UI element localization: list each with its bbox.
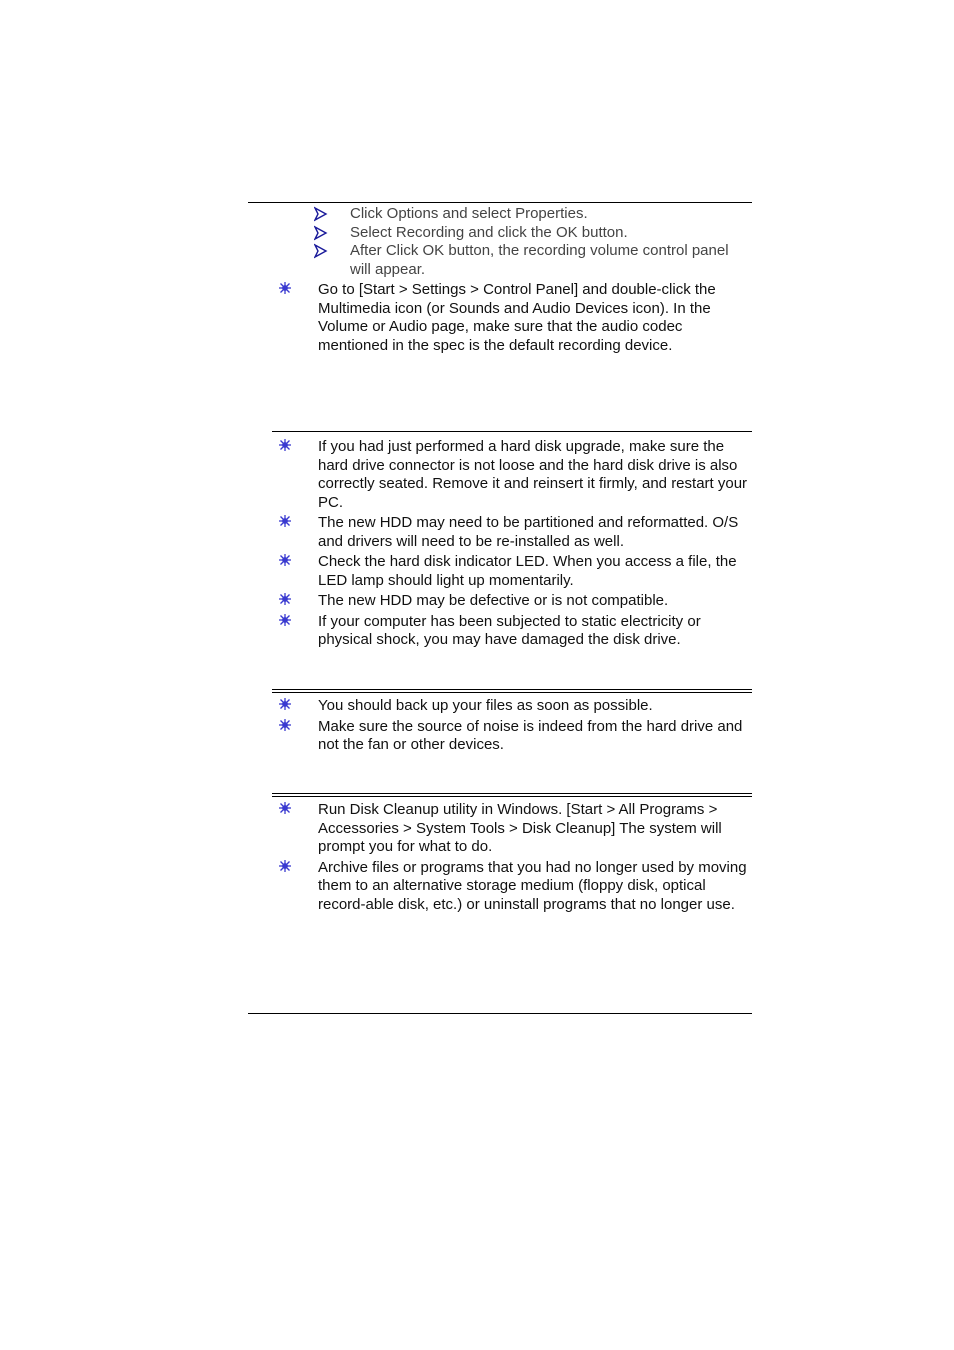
sub-step-text: After Click OK button, the recording volume control panel will appear. bbox=[350, 242, 729, 278]
noise-item-text: You should back up your files as soon as possible. bbox=[318, 697, 653, 714]
list-item bbox=[278, 697, 752, 716]
star-bullet-icon bbox=[278, 801, 292, 815]
list-item bbox=[278, 205, 752, 224]
audio-item-text: Go to [Start > Settings > Control Panel] and double-click the Multimedia icon (or Sounds and Audio Devices icon). In the Volume or Audio page, make sure that the audio codec mentioned in the spec is the default recording device. bbox=[318, 281, 716, 354]
star-bullet-icon bbox=[278, 613, 292, 627]
list-item bbox=[278, 224, 752, 243]
list-item bbox=[278, 438, 752, 512]
star-bullet-icon bbox=[278, 718, 292, 732]
section-rule-space bbox=[272, 793, 752, 797]
noise-item-text: Make sure the source of noise is indeed from the hard drive and not the fan or other devices. bbox=[318, 717, 743, 753]
header-rule bbox=[248, 202, 752, 203]
list-item bbox=[278, 613, 752, 650]
section-rule-hdd bbox=[272, 431, 752, 432]
space-list bbox=[278, 801, 752, 916]
star-bullet-icon bbox=[278, 553, 292, 567]
section-rule-noise bbox=[272, 689, 752, 693]
audio-list bbox=[278, 281, 752, 357]
arrow-bullet-icon bbox=[314, 224, 328, 242]
hdd-item-text: If your computer has been subjected to static electricity or physical shock, you may have damaged the disk drive. bbox=[318, 612, 701, 648]
star-bullet-icon bbox=[278, 514, 292, 528]
star-bullet-icon bbox=[278, 697, 292, 711]
hdd-item-text: Check the hard disk indicator LED. When you access a file, the LED lamp should light up momentarily. bbox=[318, 553, 737, 589]
sub-steps-list bbox=[278, 205, 752, 279]
hdd-item-text: The new HDD may be defective or is not compatible. bbox=[318, 592, 669, 609]
list-item bbox=[278, 553, 752, 590]
hdd-list bbox=[278, 438, 752, 652]
hdd-item-text: The new HDD may need to be partitioned and reformatted. O/S and drivers will need to be re-installed as well. bbox=[318, 514, 739, 550]
list-item bbox=[278, 718, 752, 755]
sub-step-text: Click Options and select Properties. bbox=[350, 205, 588, 222]
noise-list bbox=[278, 697, 752, 757]
list-item bbox=[278, 514, 752, 551]
hdd-item-text: If you had just performed a hard disk upgrade, make sure the hard drive connector is not loose and the hard disk drive is also correctly seated. Remove it and reinsert it firmly, and restart your PC. bbox=[318, 438, 748, 511]
space-item-text: Archive files or programs that you had no longer used by moving them to an alternative storage medium (floppy disk, optical record-able disk, etc.) or uninstall programs that no longer use. bbox=[318, 858, 747, 913]
star-bullet-icon bbox=[278, 859, 292, 873]
list-item bbox=[278, 242, 752, 279]
arrow-bullet-icon bbox=[314, 242, 328, 260]
list-item bbox=[278, 281, 752, 355]
footer-rule bbox=[248, 1013, 752, 1014]
list-item bbox=[278, 801, 752, 857]
list-item bbox=[278, 859, 752, 915]
star-bullet-icon bbox=[278, 592, 292, 606]
list-item bbox=[278, 592, 752, 611]
arrow-bullet-icon bbox=[314, 205, 328, 223]
sub-step-text: Select Recording and click the OK button. bbox=[350, 223, 628, 241]
star-bullet-icon bbox=[278, 281, 292, 295]
star-bullet-icon bbox=[278, 438, 292, 452]
space-item-text: Run Disk Cleanup utility in Windows. [Start > All Programs > Accessories > System Tools > Disk Cleanup] The system will prompt you for what to do. bbox=[318, 801, 722, 855]
